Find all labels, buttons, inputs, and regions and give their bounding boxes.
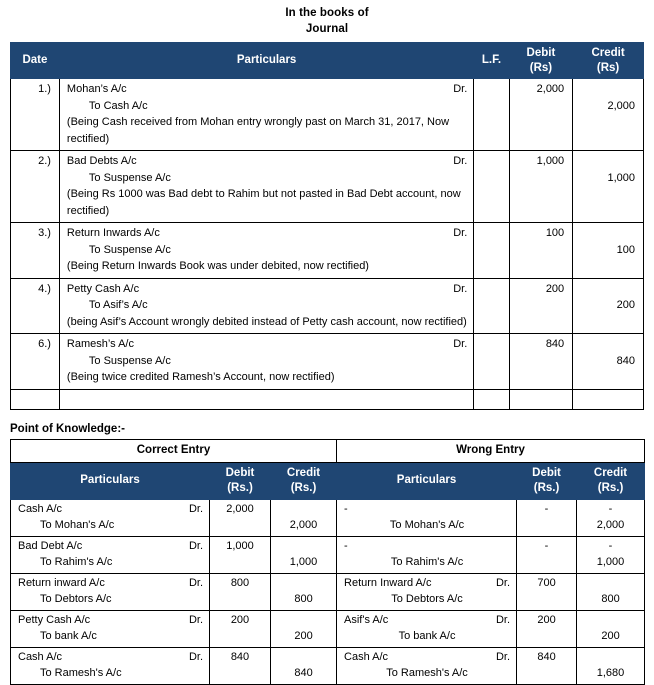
journal-debit-account: Dr. Petty Cash A/c: [67, 281, 467, 298]
correct-debit: 1,000: [210, 536, 271, 573]
dr-mark: Dr.: [453, 227, 468, 240]
journal-row-particulars: [59, 334, 473, 390]
journal-header-lf: L.F.: [474, 43, 509, 79]
wrong-credit-account: To Rahim's A/c: [390, 556, 464, 569]
correct-debit-account: Dr. Cash A/c: [18, 649, 203, 666]
wrong-credit: 800: [577, 573, 645, 610]
dr-mark: Dr.: [495, 650, 511, 663]
wrong-header-credit-label: Credit: [593, 466, 628, 479]
comparison-body: [11, 499, 645, 684]
journal-header-row: [11, 43, 644, 79]
correct-header-credit-unit: (Rs.): [290, 481, 317, 494]
correct-credit-account: To Debtors A/c: [40, 593, 112, 606]
title-line-journal: Journal: [305, 22, 349, 35]
wrong-credit-account: To Ramesh's A/c: [386, 667, 468, 680]
journal-header-date: Date: [11, 43, 60, 79]
journal-credit-account: To Suspense A/c: [88, 171, 171, 184]
journal-row-credit: 2,000: [573, 79, 644, 151]
journal-row-debit: 100: [509, 223, 573, 279]
journal-header-debit-label: Debit: [526, 46, 556, 59]
table-row: [11, 499, 645, 536]
correct-debit: 200: [210, 610, 271, 647]
comparison-column-header-row: [11, 462, 645, 499]
dr-mark: Dr.: [188, 576, 203, 589]
journal-row-particulars: [59, 79, 473, 151]
journal-row-credit: 100: [573, 223, 644, 279]
wrong-credit: - 2,000: [577, 499, 645, 536]
table-row: [11, 151, 644, 223]
journal-row-lf: [474, 223, 509, 279]
table-row: [11, 536, 645, 573]
journal-debit-account: Dr. Ramesh’s A/c: [67, 336, 467, 353]
journal-row-lf: [474, 151, 509, 223]
wrong-credit-account: To Mohan's A/c: [389, 519, 465, 532]
journal-header-credit-label: Credit: [591, 46, 625, 59]
journal-row-debit: 840: [509, 334, 573, 390]
correct-header-debit: [210, 462, 271, 499]
wrong-debit-account: -: [344, 502, 348, 515]
journal-credit-account: To Suspense A/c: [88, 354, 171, 367]
journal-row-date: 4.): [11, 278, 60, 334]
journal-header-credit: [573, 43, 644, 79]
wrong-particulars: [337, 536, 517, 573]
journal-row-lf: [474, 278, 509, 334]
wrong-debit-account: Dr. Asif's A/c: [344, 612, 510, 629]
dr-mark: Dr.: [453, 338, 468, 351]
journal-narration: (being Asif’s Account wrongly debited instead of Petty cash account, now rectified): [66, 315, 467, 328]
correct-particulars: [11, 536, 210, 573]
journal-debit-account: Dr. Return Inwards A/c: [67, 225, 467, 242]
dr-mark: Dr.: [453, 83, 468, 96]
wrong-header-debit: [517, 462, 577, 499]
dr-mark: Dr.: [188, 539, 203, 552]
wrong-particulars: [337, 499, 517, 536]
wrong-debit-account: Dr. Cash A/c: [344, 649, 510, 666]
table-row: [11, 278, 644, 334]
wrong-credit-account: To Debtors A/c: [391, 593, 463, 606]
dr-mark: Dr.: [495, 613, 511, 626]
journal-row-particulars: [59, 223, 473, 279]
correct-header-particulars: Particulars: [11, 462, 210, 499]
correct-debit: 800: [210, 573, 271, 610]
table-row: [11, 334, 644, 390]
correct-credit: 200: [271, 610, 337, 647]
correct-credit-account: To Rahim's A/c: [40, 556, 113, 569]
correct-header-debit-label: Debit: [225, 466, 255, 479]
wrong-header-debit-label: Debit: [532, 466, 561, 479]
wrong-particulars: [337, 573, 517, 610]
comparison-table: [10, 439, 645, 685]
journal-credit-account: To Suspense A/c: [88, 243, 171, 256]
wrong-credit-account: To bank A/c: [398, 630, 456, 643]
table-row: [11, 610, 645, 647]
journal-row-particulars: [59, 151, 473, 223]
correct-debit: 2,000: [210, 499, 271, 536]
journal-debit-account: Dr. Bad Debts A/c: [67, 153, 467, 170]
correct-header-debit-unit: (Rs.): [227, 481, 253, 494]
wrong-debit: 700: [517, 573, 577, 610]
journal-row-debit: 1,000: [509, 151, 573, 223]
journal-debit-account: Dr. Mohan’s A/c: [67, 81, 467, 98]
table-row: [11, 573, 645, 610]
wrong-credit: 200: [577, 610, 645, 647]
correct-debit: 840: [210, 647, 271, 684]
table-row: [11, 223, 644, 279]
journal-empty-lf: [474, 389, 509, 409]
wrong-debit: 200: [517, 610, 577, 647]
group-header-correct-entry: Correct Entry: [11, 439, 337, 462]
dr-mark: Dr.: [188, 650, 203, 663]
correct-debit-account: Dr. Petty Cash A/c: [18, 612, 203, 629]
dr-mark: Dr.: [495, 576, 511, 589]
journal-row-debit: 200: [509, 278, 573, 334]
title-line-in-the-books-of: In the books of: [285, 7, 369, 19]
journal-empty-credit: [573, 389, 644, 409]
journal-row-credit: 1,000: [573, 151, 644, 223]
correct-debit-account: Dr. Bad Debt A/c: [18, 538, 203, 555]
wrong-header-debit-unit: (Rs.): [533, 481, 560, 494]
correct-credit-account: To Ramesh's A/c: [40, 667, 122, 680]
journal-row-date: 1.): [11, 79, 60, 151]
journal-credit-account: To Cash A/c: [88, 99, 148, 112]
document-title: [10, 0, 644, 37]
journal-row-debit: 2,000: [509, 79, 573, 151]
wrong-particulars: [337, 610, 517, 647]
wrong-header-credit: [577, 462, 645, 499]
correct-credit: 1,000: [271, 536, 337, 573]
wrong-debit: -: [517, 536, 577, 573]
wrong-debit-account: Dr. Return Inward A/c: [344, 575, 510, 592]
correct-header-credit: [271, 462, 337, 499]
journal-row-date: 6.): [11, 334, 60, 390]
journal-row-lf: [474, 334, 509, 390]
wrong-debit: 840: [517, 647, 577, 684]
dr-mark: Dr.: [453, 155, 468, 168]
dr-mark: Dr.: [188, 613, 203, 626]
comparison-group-header-row: [11, 439, 645, 462]
wrong-debit-account: -: [344, 539, 348, 552]
journal-header-debit-unit: (Rs): [529, 61, 553, 74]
correct-credit: 2,000: [271, 499, 337, 536]
wrong-credit: - 1,000: [577, 536, 645, 573]
journal-header-credit-unit: (Rs): [596, 61, 620, 74]
wrong-debit: -: [517, 499, 577, 536]
journal-header-particulars: Particulars: [59, 43, 473, 79]
dr-mark: Dr.: [453, 282, 468, 295]
table-row: [11, 647, 645, 684]
wrong-particulars: [337, 647, 517, 684]
correct-debit-account: Dr. Cash A/c: [18, 501, 203, 518]
correct-credit: 840: [271, 647, 337, 684]
journal-body: [11, 79, 644, 410]
point-of-knowledge-heading: Point of Knowledge:-: [10, 422, 125, 435]
journal-narration: (Being Cash received from Mohan entry wrongly past on March 31, 2017, Now rectified): [66, 116, 450, 145]
journal-empty-date: [11, 389, 60, 409]
journal-header-debit: [509, 43, 573, 79]
journal-row-credit: 840: [573, 334, 644, 390]
journal-empty-particulars: [59, 389, 473, 409]
correct-particulars: [11, 610, 210, 647]
correct-debit-account: Dr. Return inward A/c: [18, 575, 203, 592]
group-header-wrong-entry: Wrong Entry: [337, 439, 645, 462]
table-row: [11, 79, 644, 151]
wrong-credit: 1,680: [577, 647, 645, 684]
wrong-header-particulars: Particulars: [337, 462, 517, 499]
journal-narration: (Being Rs 1000 was Bad debt to Rahim but not pasted in Bad Debt account, now rectified): [66, 188, 461, 217]
journal-row-date: 3.): [11, 223, 60, 279]
wrong-header-credit-unit: (Rs.): [597, 481, 624, 494]
journal-narration: (Being twice credited Ramesh’s Account, now rectified): [66, 371, 335, 384]
correct-header-credit-label: Credit: [286, 466, 321, 479]
journal-empty-row: [11, 389, 644, 409]
dr-mark: Dr.: [188, 502, 203, 515]
journal-row-credit: 200: [573, 278, 644, 334]
correct-credit: 800: [271, 573, 337, 610]
correct-credit-account: To bank A/c: [40, 630, 97, 643]
journal-narration: (Being Return Inwards Book was under debited, now rectified): [66, 260, 369, 273]
correct-particulars: [11, 499, 210, 536]
correct-particulars: [11, 573, 210, 610]
correct-credit-account: To Mohan's A/c: [40, 519, 115, 532]
journal-empty-debit: [509, 389, 573, 409]
journal-credit-account: To Asif’s A/c: [88, 299, 148, 312]
journal-row-date: 2.): [11, 151, 60, 223]
correct-particulars: [11, 647, 210, 684]
journal-table: [10, 42, 644, 410]
journal-row-particulars: [59, 278, 473, 334]
journal-row-lf: [474, 79, 509, 151]
